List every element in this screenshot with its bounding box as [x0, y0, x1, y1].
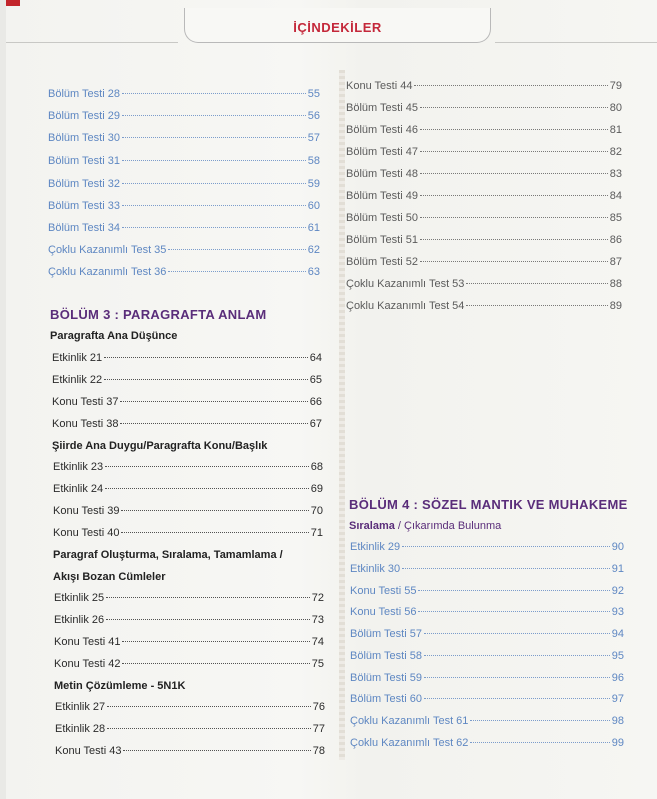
- toc-entry[interactable]: Konu Testi 55 92: [350, 585, 624, 597]
- toc-entry[interactable]: Bölüm Testi 50 85: [346, 212, 622, 224]
- toc-entry[interactable]: Bölüm Testi 51 86: [346, 234, 622, 246]
- header-rule-right: [495, 42, 657, 43]
- subsection-title-part: / Çıkarımda Bulunma: [394, 520, 502, 532]
- toc-entry[interactable]: Konu Testi 43 78: [55, 745, 325, 757]
- section-4-title: BÖLÜM 4 : SÖZEL MANTIK VE MUHAKEME: [349, 497, 628, 512]
- toc-entry[interactable]: Çoklu Kazanımlı Test 53 88: [346, 278, 622, 290]
- toc-entry[interactable]: Bölüm Testi 59 96: [350, 672, 624, 684]
- toc-entry[interactable]: Konu Testi 39 70: [53, 505, 323, 517]
- toc-entry[interactable]: Etkinlik 30 91: [350, 563, 624, 575]
- toc-entry[interactable]: Konu Testi 44 79: [346, 80, 622, 92]
- toc-entry[interactable]: Bölüm Testi 46 81: [346, 124, 622, 136]
- toc-entry[interactable]: Bölüm Testi 34 61: [48, 222, 320, 234]
- toc-entry[interactable]: Bölüm Testi 58 95: [350, 650, 624, 662]
- toc-entry[interactable]: Bölüm Testi 52 87: [346, 256, 622, 268]
- toc-entry[interactable]: Etkinlik 21 64: [52, 352, 322, 364]
- header-tab: [184, 8, 491, 43]
- page-gutter: [339, 70, 345, 760]
- toc-entry[interactable]: Bölüm Testi 45 80: [346, 102, 622, 114]
- toc-entry[interactable]: Etkinlik 24 69: [53, 483, 323, 495]
- toc-entry[interactable]: Etkinlik 26 73: [54, 614, 324, 626]
- toc-entry[interactable]: Bölüm Testi 48 83: [346, 168, 622, 180]
- toc-entry[interactable]: Konu Testi 37 66: [52, 396, 322, 408]
- toc-entry[interactable]: Bölüm Testi 29 56: [48, 110, 320, 122]
- toc-entry[interactable]: Etkinlik 28 77: [55, 723, 325, 735]
- toc-entry[interactable]: Bölüm Testi 49 84: [346, 190, 622, 202]
- toc-entry[interactable]: Bölüm Testi 57 94: [350, 628, 624, 640]
- toc-entry[interactable]: Bölüm Testi 47 82: [346, 146, 622, 158]
- toc-entry[interactable]: Konu Testi 42 75: [54, 658, 324, 670]
- toc-entry[interactable]: Bölüm Testi 30 57: [48, 132, 320, 144]
- toc-entry[interactable]: Çoklu Kazanımlı Test 62 99: [350, 737, 624, 749]
- toc-entry[interactable]: Çoklu Kazanımlı Test 35 62: [48, 244, 320, 256]
- toc-entry[interactable]: Bölüm Testi 33 60: [48, 200, 320, 212]
- subsection-title: Paragraf Oluşturma, Sıralama, Tamamlama /: [53, 549, 283, 561]
- toc-entry[interactable]: Çoklu Kazanımlı Test 36 63: [48, 266, 320, 278]
- subsection-title: Paragrafta Ana Düşünce: [50, 330, 178, 342]
- toc-entry[interactable]: Etkinlik 23 68: [53, 461, 323, 473]
- toc-entry[interactable]: Bölüm Testi 31 58: [48, 155, 320, 167]
- page-title: İÇİNDEKİLER: [293, 20, 382, 35]
- toc-entry[interactable]: Bölüm Testi 28 55: [48, 88, 320, 100]
- header-rule-left: [6, 42, 178, 43]
- subsection-title: [349, 520, 501, 532]
- toc-entry[interactable]: Konu Testi 56 93: [350, 606, 624, 618]
- toc-entry[interactable]: Etkinlik 22 65: [52, 374, 322, 386]
- section-3-title: BÖLÜM 3 : PARAGRAFTA ANLAM: [50, 307, 267, 322]
- toc-entry[interactable]: Etkinlik 27 76: [55, 701, 325, 713]
- subsection-title-part: Sıralama: [349, 520, 395, 532]
- subsection-title: Şiirde Ana Duygu/Paragrafta Konu/Başlık: [52, 440, 268, 452]
- subsection-title: Metin Çözümleme - 5N1K: [54, 680, 186, 692]
- toc-entry[interactable]: Etkinlik 29 90: [350, 541, 624, 553]
- toc-entry[interactable]: Bölüm Testi 60 97: [350, 693, 624, 705]
- toc-entry[interactable]: Çoklu Kazanımlı Test 54 89: [346, 300, 622, 312]
- toc-entry[interactable]: Çoklu Kazanımlı Test 61 98: [350, 715, 624, 727]
- toc-page: [6, 0, 657, 799]
- toc-entry[interactable]: Konu Testi 38 67: [52, 418, 322, 430]
- toc-entry[interactable]: Etkinlik 25 72: [54, 592, 324, 604]
- toc-entry[interactable]: Bölüm Testi 32 59: [48, 178, 320, 190]
- toc-entry[interactable]: Konu Testi 40 71: [53, 527, 323, 539]
- toc-entry[interactable]: Konu Testi 41 74: [54, 636, 324, 648]
- corner-mark: [6, 0, 20, 6]
- subsection-title-cont: Akışı Bozan Cümleler: [53, 571, 166, 583]
